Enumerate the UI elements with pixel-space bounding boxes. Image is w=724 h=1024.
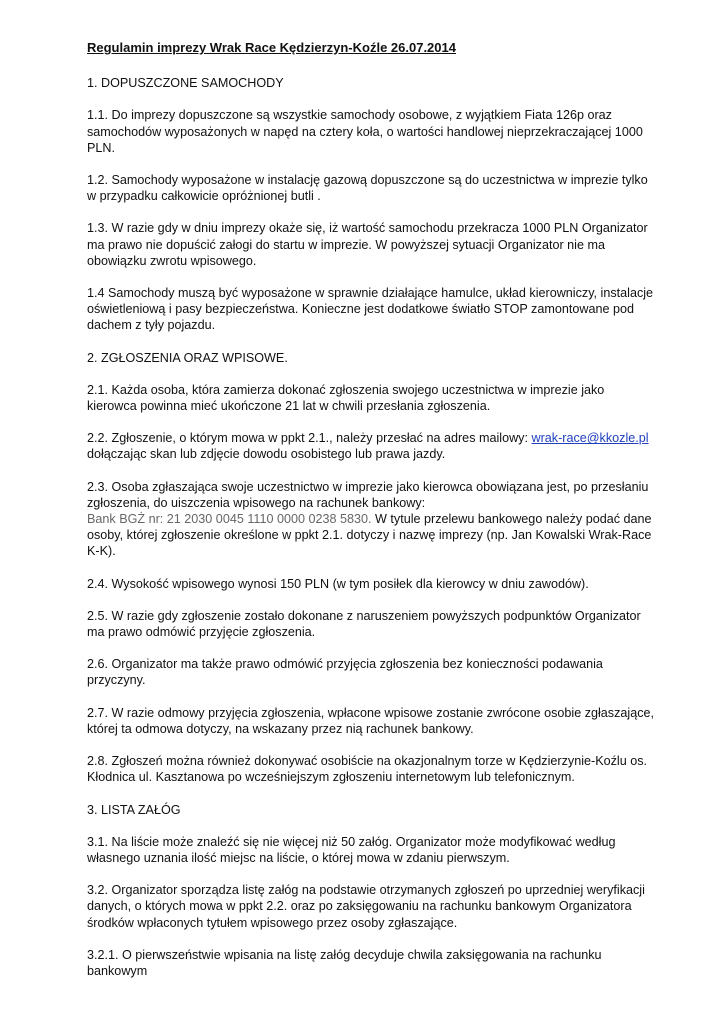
paragraph-2-2 — [87, 430, 657, 462]
paragraph-2-5: 2.5. W razie gdy zgłoszenie zostało dokonane z naruszeniem powyższych podpunktów Organizator ma prawo odmówić przyjęcie zgłoszenia. — [87, 608, 641, 640]
paragraph-2-7: 2.7. W razie odmowy przyjęcia zgłoszenia, wpłacone wpisowe zostanie zwrócone osobie zgłaszające, której ta odmowa dotyczy, na wskazany przez nią rachunek bankowy. — [87, 705, 654, 736]
paragraph-2-4: 2.4. Wysokość wpisowego wynosi 150 PLN (w tym posiłek dla kierowcy w dniu zawodów). — [87, 576, 589, 591]
paragraph-3-1: 3.1. Na liście może znaleźć się nie więcej niż 50 załóg. Organizator może modyfikować według własnego uznania ilość miejsc na liście, o której mowa w zdaniu pierwszym. — [87, 834, 616, 865]
section-heading-1: 1. DOPUSZCZONE SAMOCHODY — [87, 76, 284, 91]
document-page — [87, 40, 657, 979]
paragraph-2-1: 2.1. Każda osoba, która zamierza dokonać zgłoszenia swojego uczestnictwa w imprezie jako kierowca powinna mieć ukończone 21 lat w chwili przesłania zgłoszenia. — [87, 382, 605, 414]
email-link[interactable]: wrak-race@kkozle.pl — [531, 431, 649, 446]
paragraph-2-6: 2.6. Organizator ma także prawo odmówić przyjęcia zgłoszenia bez konieczności podawania przyczyny. — [87, 657, 603, 688]
paragraph-1-1: 1.1. Do imprezy dopuszczone są wszystkie samochody osobowe, z wyjątkiem Fiata 126p oraz samochodów wyposażonych w napęd na cztery koła, o wartości handlowej nieprzekraczającej 1000 PLN. — [87, 108, 643, 155]
document-title: Regulamin imprezy Wrak Race Kędzierzyn-Koźle 26.07.2014 — [87, 40, 456, 55]
paragraph-2-8: 2.8. Zgłoszeń można również dokonywać osobiście na okazjonalnym torze w Kędzierzynie-Koźlu os. Kłodnica ul. Kasztanowa po wcześniejszym zgłoszeniu internetowym lub telefonicznym. — [87, 754, 647, 785]
paragraph-1-2: 1.2. Samochody wyposażone w instalację gazową dopuszczone są do uczestnictwa w imprezie tylko w przypadku całkowicie opróżnionej butli . — [87, 173, 648, 204]
paragraph-2-2-text-after: dołączając skan lub zdjęcie dowodu osobistego lub prawa jazdy. — [87, 447, 446, 462]
section-heading-3: 3. LISTA ZAŁÓG — [87, 802, 181, 817]
paragraph-2-2-text-before: 2.2. Zgłoszenie, o którym mowa w ppkt 2.1., należy przesłać na adres mailowy: — [87, 431, 532, 446]
paragraph-2-3-text-after: W tytule przelewu bankowego należy podać dane osoby, której zgłoszenie określone w ppkt 2.1. dotyczy i nazwę imprezy (np. Jan Kowalski Wrak-Race K-K). — [87, 512, 652, 559]
paragraph-2-3-intro: 2.3. Osoba zgłaszająca swoje uczestnictwo w imprezie jako kierowca obowiązana jest, po przesłaniu zgłoszenia, do uiszczenia wpisowego na rachunek bankowy: — [87, 479, 649, 510]
paragraph-2-3 — [87, 479, 657, 560]
paragraph-1-3: 1.3. W razie gdy w dniu imprezy okaże się, iż wartość samochodu przekracza 1000 PLN Organizator ma prawo nie dopuścić załogi do startu w imprezie. W powyższej sytuacji Organizator nie ma obowiązku zwrotu wpisowego. — [87, 221, 648, 268]
section-heading-2: 2. ZGŁOSZENIA ORAZ WPISOWE. — [87, 350, 288, 365]
paragraph-3-2: 3.2. Organizator sporządza listę załóg na podstawie otrzymanych zgłoszeń po uprzedniej weryfikacji danych, o których mowa w ppkt 2.2. oraz po zaksięgowaniu na rachunku bankowym Organizatora środków wpłaconych tytułem wpisowego przez osoby zgłaszające. — [87, 883, 645, 930]
paragraph-1-4: 1.4 Samochody muszą być wyposażone w sprawnie działające hamulce, układ kierowniczy, instalacje oświetleniową i pasy bezpieczeństwa. Konieczne jest dodatkowe światło STOP zamontowane pod dachem z tyły pojazdu. — [87, 286, 654, 333]
paragraph-3-2-1: 3.2.1. O pierwszeństwie wpisania na listę załóg decyduje chwila zaksięgowania na rachunku bankowym — [87, 947, 602, 978]
bank-account-number: Bank BGŻ nr: 21 2030 0045 1110 0000 0238 5830. — [87, 512, 372, 527]
